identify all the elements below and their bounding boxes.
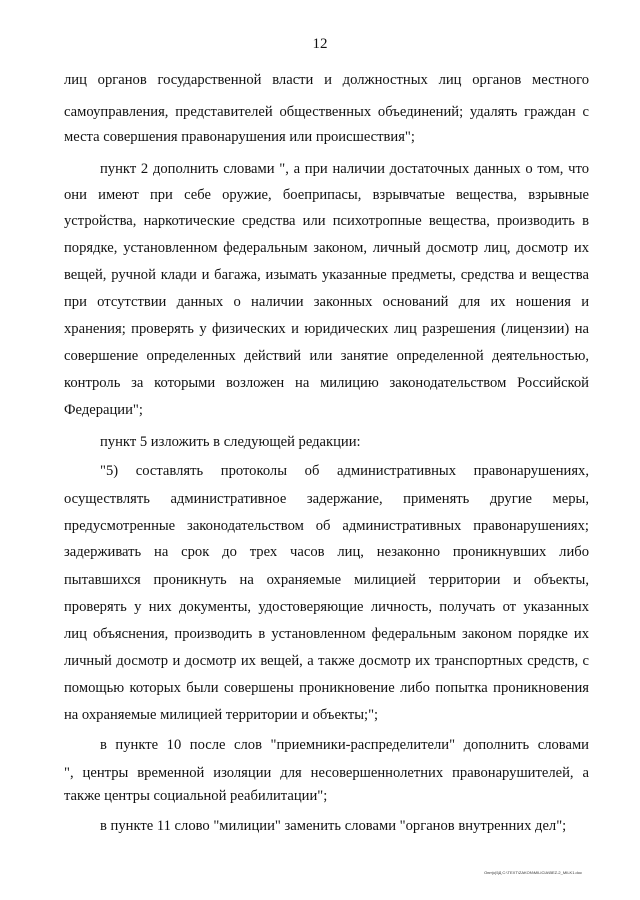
text-line: пытавшихся проникнуть на охраняемые милицией территории и объекты, (64, 572, 589, 588)
text-line: вещей, ручной клади и багажа, изымать указанные предметы, средства и вещества (64, 267, 589, 283)
text-line: совершение определенных действий или занятие определенной деятельностью, (64, 348, 589, 364)
text-line: пункт 5 изложить в следующей редакции: (100, 434, 361, 450)
text-line: пункт 2 дополнить словами ", а при наличии достаточных данных о том, что (100, 161, 589, 177)
text-line: задерживать на срок до трех часов лиц, незаконно проникнувших либо (64, 544, 589, 560)
text-line: устройства, наркотические средства или психотропные вещества, производить в (64, 213, 589, 229)
text-line: осуществлять административное задержание, применять другие меры, (64, 491, 589, 507)
file-path-footer: Оют(к)5Д C:\TEXT\ZAKON\MILICIA\BEZ-2_MILK1.doc (484, 870, 582, 875)
text-line: проверять у них документы, удостоверяющие личность, получать от указанных (64, 599, 589, 615)
text-line: лиц органов государственной власти и должностных лиц органов местного (64, 72, 589, 88)
text-line: при отсутствии данных о наличии законных оснований для их ношения и (64, 294, 589, 310)
text-line: ", центры временной изоляции для несовершеннолетних правонарушителей, а (64, 765, 589, 781)
page-number: 12 (312, 36, 328, 52)
text-line: также центры социальной реабилитации"; (64, 788, 328, 804)
text-line: они имеют при себе оружие, боеприпасы, взрывчатые вещества, взрывные (64, 187, 589, 203)
text-line: хранения; проверять у физических и юридических лиц разрешения (лицензии) на (64, 321, 589, 337)
text-line: "5) составлять протоколы об административных правонарушениях, (100, 463, 589, 479)
text-line: места совершения правонарушения или происшествия"; (64, 129, 415, 145)
text-line: в пункте 11 слово "милиции" заменить словами "органов внутренних дел"; (100, 818, 567, 834)
text-line: предусмотренные законодательством об административных правонарушениях; (64, 518, 589, 534)
text-line: самоуправления, представителей общественных объединений; удалять граждан с (64, 104, 589, 120)
text-line: Федерации"; (64, 402, 143, 418)
text-line: в пункте 10 после слов "приемники-распределители" дополнить словами (100, 737, 589, 753)
text-line: на охраняемые милицией территории и объекты;"; (64, 707, 379, 723)
text-line: личный досмотр и досмотр их вещей, а также досмотр их транспортных средств, с (64, 653, 589, 669)
text-line: порядке, установленном федеральным законом, личный досмотр лиц, досмотр их (64, 240, 589, 256)
text-line: помощью которых были совершены проникновение либо попытка проникновения (64, 680, 589, 696)
text-line: лиц объяснения, производить в установленном федеральным законом порядке их (64, 626, 589, 642)
text-line: контроль за которыми возложен на милицию законодательством Российской (64, 375, 589, 391)
